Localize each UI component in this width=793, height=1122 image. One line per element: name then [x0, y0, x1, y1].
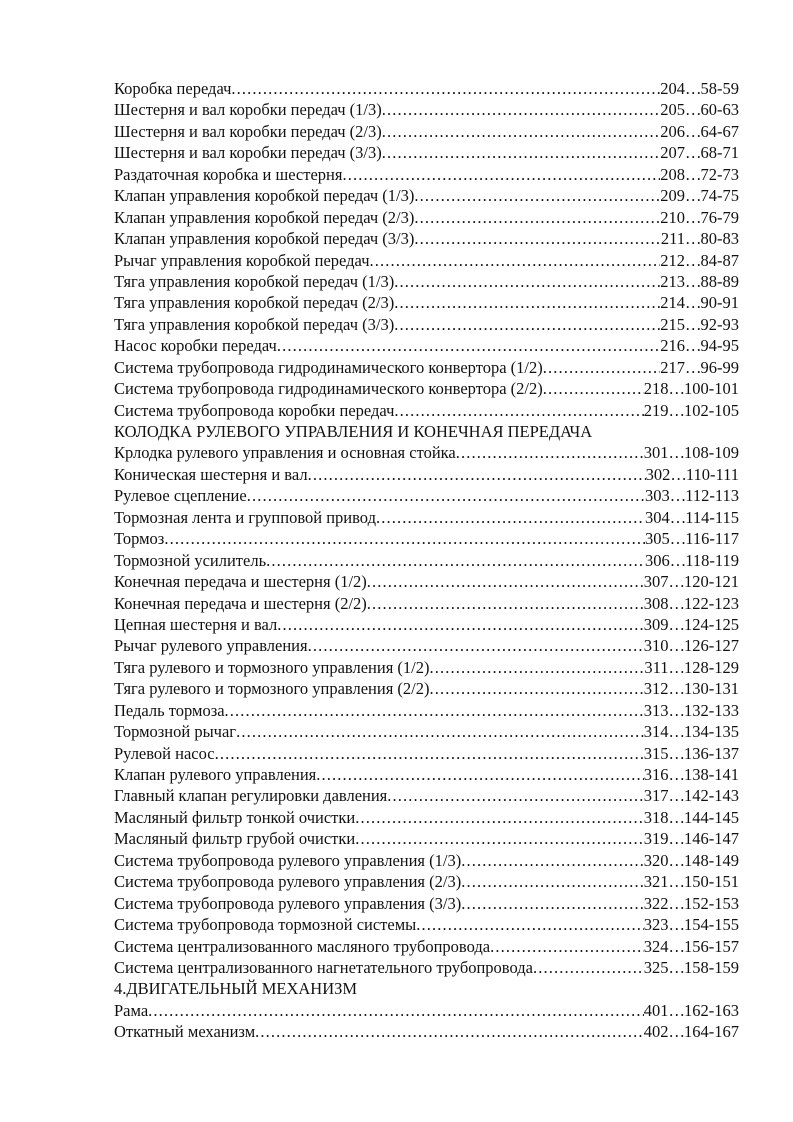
toc-entry-pages: 124-125	[684, 614, 739, 634]
dot-separator: …	[685, 100, 701, 120]
toc-entry	[114, 678, 739, 699]
dot-separator: …	[685, 357, 701, 377]
toc-entry-pages: 88-89	[700, 271, 739, 291]
dot-separator: …	[685, 293, 701, 313]
dot-leader	[461, 850, 644, 871]
toc-entry-pages: 74-75	[700, 186, 739, 206]
toc-entry-pages: 142-143	[684, 786, 739, 806]
toc-entry	[114, 292, 739, 313]
toc-entry-title: Система трубопровода тормозной системы	[114, 915, 417, 935]
dot-leader	[394, 314, 660, 335]
toc-entry-title: Шестерня и вал коробки передач (2/3)	[114, 121, 382, 141]
toc-entry	[114, 914, 739, 935]
dot-leader	[277, 614, 643, 635]
toc-entry-code: 402	[643, 1022, 669, 1042]
toc-entry-code: 317	[643, 786, 669, 806]
toc-entry	[114, 507, 739, 528]
dot-separator: …	[668, 850, 684, 870]
toc-entry-title: Клапан управления коробкой передач (1/3)	[114, 186, 415, 206]
dot-separator: …	[668, 872, 684, 892]
dot-leader	[355, 807, 644, 828]
toc-entry-title: Насос коробки передач	[114, 336, 277, 356]
toc-entry	[114, 250, 739, 271]
toc-entry-code: 217	[660, 357, 685, 377]
toc-entry-code: 213	[660, 271, 685, 291]
toc-entry-pages: 94-95	[700, 336, 739, 356]
toc-entry-title: Тяга рулевого и тормозного управления (2/2)	[114, 679, 430, 699]
dot-separator: …	[685, 143, 701, 163]
toc-entry-code: 316	[643, 765, 669, 784]
toc-entry-code: 306	[644, 550, 670, 570]
dot-separator: …	[668, 915, 684, 935]
dot-leader	[382, 142, 661, 163]
dot-leader	[231, 78, 660, 99]
dot-leader	[543, 357, 661, 378]
dot-leader	[543, 378, 644, 399]
toc-entry-code: 219	[643, 400, 669, 420]
toc-entry-code: 211	[660, 229, 685, 249]
toc-entry-title: Система трубопровода гидродинамического конвертора (1/2)	[114, 357, 543, 377]
toc-entry-code: 322	[643, 893, 669, 913]
dot-leader	[247, 485, 645, 506]
dot-separator: …	[668, 679, 684, 699]
toc-entry-pages: 96-99	[700, 357, 739, 377]
dot-leader	[255, 1021, 644, 1042]
toc-entry-title: Тормозной рычаг	[114, 722, 237, 742]
dot-leader	[148, 1000, 644, 1021]
toc-entry	[114, 121, 739, 142]
toc-entry-code: 315	[643, 743, 669, 763]
dot-separator: …	[668, 443, 684, 463]
toc-entry	[114, 528, 739, 549]
dot-separator: …	[668, 400, 684, 420]
toc-entry-pages: 162-163	[684, 1000, 739, 1020]
dot-leader	[394, 271, 660, 292]
toc-entry	[114, 1021, 739, 1042]
toc-entry	[114, 721, 739, 742]
toc-entry	[114, 99, 739, 120]
toc-entry-title: Клапан рулевого управления	[114, 765, 317, 784]
dot-leader	[355, 828, 644, 849]
dot-leader	[308, 635, 644, 656]
toc-entry-pages: 84-87	[700, 250, 739, 270]
toc-entry-code: 206	[660, 121, 685, 141]
toc-entry-pages: 146-147	[684, 829, 739, 849]
toc-entry-code: 308	[643, 593, 669, 613]
toc-entry-title: Система трубопровода рулевого управления (3/3)	[114, 893, 462, 913]
dot-separator: …	[668, 765, 684, 784]
toc-entry-title: Крлодка рулевого управления и основная стойка	[114, 443, 456, 463]
dot-separator: …	[668, 636, 684, 656]
toc-entry-pages: 116-117	[685, 529, 739, 549]
dot-separator: …	[668, 957, 684, 977]
toc-entry-pages: 144-145	[684, 807, 739, 827]
toc-entry-code: 311	[644, 657, 669, 677]
toc-entry-title: Рулевой насос	[114, 743, 215, 763]
toc-entry	[114, 78, 739, 99]
toc-entry-title: Тяга управления коробкой передач (3/3)	[114, 314, 395, 334]
toc-entry	[114, 142, 739, 163]
toc-entry	[114, 743, 739, 764]
toc-entry-pages: 68-71	[700, 143, 739, 163]
toc-entry-pages: 58-59	[700, 79, 739, 98]
toc-entry	[114, 228, 739, 249]
toc-entry-title: Шестерня и вал коробки передач (1/3)	[114, 100, 382, 120]
toc-entry	[114, 871, 739, 892]
toc-entry	[114, 614, 739, 635]
dot-leader	[367, 571, 644, 592]
toc-entry-pages: 80-83	[700, 229, 739, 249]
toc-entry-code: 323	[643, 915, 669, 935]
toc-entry	[114, 271, 739, 292]
toc-entry-title: Масляный фильтр тонкой очистки	[114, 807, 356, 827]
toc-entry-pages: 72-73	[700, 164, 739, 184]
toc-entry-title: Рычаг рулевого управления	[114, 636, 308, 656]
toc-entry-code: 319	[643, 829, 669, 849]
toc-entry-title: Цепная шестерня и вал	[114, 614, 278, 634]
toc-entry-title: Тормозной усилитель	[114, 550, 267, 570]
toc-entry-code: 401	[643, 1000, 669, 1020]
toc-entry-code: 305	[644, 529, 670, 549]
toc-entry-title: Система трубопровода рулевого управления (2/3)	[114, 872, 462, 892]
dot-leader	[164, 528, 645, 549]
toc-entry-title: Коробка передач	[114, 79, 232, 98]
dot-leader	[414, 185, 660, 206]
toc-entry-code: 313	[643, 700, 669, 720]
toc-entry-code: 207	[660, 143, 685, 163]
dot-leader	[266, 550, 645, 571]
toc-entry-title: Рулевое сцепление	[114, 486, 247, 506]
toc-entry	[114, 207, 739, 228]
dot-leader	[382, 121, 661, 142]
toc-entry-pages: 76-79	[700, 207, 739, 227]
dot-leader	[382, 99, 661, 120]
toc-entry-title: Тормозная лента и групповой привод	[114, 507, 376, 527]
toc-entry-code: 214	[660, 293, 685, 313]
dot-separator: …	[685, 336, 701, 356]
dot-leader	[277, 335, 660, 356]
dot-leader	[394, 292, 660, 313]
toc-entry	[114, 571, 739, 592]
toc-entry	[114, 764, 739, 785]
toc-entry-pages: 122-123	[684, 593, 739, 613]
toc-entry-code: 324	[643, 936, 669, 956]
dot-separator: …	[685, 121, 701, 141]
toc-entry-pages: 102-105	[684, 400, 739, 420]
toc-entry-pages: 112-113	[685, 486, 739, 506]
dot-leader	[461, 871, 644, 892]
dot-separator: …	[668, 700, 684, 720]
dot-separator: …	[668, 936, 684, 956]
toc-entry-code: 304	[644, 507, 670, 527]
dot-leader	[376, 507, 645, 528]
dot-leader	[236, 721, 644, 742]
toc-entry-title: Масляный фильтр грубой очистки	[114, 829, 356, 849]
dot-separator: …	[668, 743, 684, 763]
dot-separator: …	[668, 722, 684, 742]
toc-entry-title: Тяга управления коробкой передач (1/3)	[114, 271, 395, 291]
dot-leader	[225, 700, 644, 721]
toc-entry-pages: 132-133	[684, 700, 739, 720]
toc-entry-code: 218	[643, 379, 669, 399]
dot-separator: …	[668, 593, 684, 613]
toc-entry-pages: 60-63	[700, 100, 739, 120]
toc-entry	[114, 635, 739, 656]
toc-entry-pages: 130-131	[684, 679, 739, 699]
dot-separator: …	[668, 1022, 684, 1042]
toc-entry	[114, 378, 739, 399]
toc-entry-title: Рычаг управления коробкой передач	[114, 250, 370, 270]
toc-entry-title: Тормоз	[114, 529, 165, 549]
toc-entry-pages: 114-115	[685, 507, 739, 527]
toc-entry-pages: 138-141	[684, 765, 739, 784]
toc-entry-title: Конечная передача и шестерня (1/2)	[114, 572, 367, 592]
dot-separator: …	[670, 464, 686, 484]
toc-entry-code: 215	[660, 314, 685, 334]
dot-leader	[414, 207, 660, 228]
toc-entry-pages: 154-155	[684, 915, 739, 935]
toc-entry-title: Клапан управления коробкой передач (2/3)	[114, 207, 415, 227]
dot-leader	[429, 657, 644, 678]
toc-entry	[114, 700, 739, 721]
toc-entry-code: 321	[643, 872, 669, 892]
toc-entry-title: Система трубопровода рулевого управления (1/3)	[114, 850, 462, 870]
toc-entry	[114, 314, 739, 335]
toc-entry-title: Рама	[114, 1000, 149, 1020]
dot-leader	[370, 250, 661, 271]
toc-entry	[114, 893, 739, 914]
toc-entry-title: Тяга рулевого и тормозного управления (1/2)	[114, 657, 430, 677]
toc-entry	[114, 593, 739, 614]
toc-entry-pages: 148-149	[684, 850, 739, 870]
toc-entry-pages: 136-137	[684, 743, 739, 763]
dot-leader	[461, 893, 644, 914]
toc-entry-pages: 158-159	[684, 957, 739, 977]
dot-separator: …	[685, 314, 701, 334]
dot-separator: …	[668, 1000, 684, 1020]
toc-entry-title: Конечная передача и шестерня (2/2)	[114, 593, 367, 613]
toc-entry-pages: 100-101	[684, 379, 739, 399]
dot-leader	[416, 914, 644, 935]
toc-entry	[114, 464, 739, 485]
dot-leader	[342, 164, 660, 185]
toc-entry-pages: 126-127	[684, 636, 739, 656]
toc-entry-title: Клапан управления коробкой передач (3/3)	[114, 229, 415, 249]
section-heading: КОЛОДКА РУЛЕВОГО УПРАВЛЕНИЯ И КОНЕЧНАЯ ПЕРЕДАЧА	[114, 422, 593, 441]
toc-entry-pages: 134-135	[684, 722, 739, 742]
toc-entry-code: 204	[660, 79, 685, 98]
dot-leader	[387, 785, 643, 806]
section-heading: 4.ДВИГАТЕЛЬНЫЙ МЕХАНИЗМ	[114, 979, 358, 999]
toc-entry	[114, 850, 739, 871]
toc-entry-pages: 120-121	[684, 572, 739, 592]
dot-separator: …	[668, 614, 684, 634]
toc-entry	[114, 657, 739, 678]
dot-separator: …	[685, 207, 701, 227]
toc-entry-code: 312	[643, 679, 669, 699]
toc-entry-title: Система трубопровода гидродинамического конвертора (2/2)	[114, 379, 543, 399]
dot-separator: …	[669, 529, 686, 549]
toc-entry-pages: 110-111	[685, 464, 739, 484]
toc-entry	[114, 357, 739, 378]
dot-separator: …	[685, 250, 701, 270]
toc-entry-pages: 64-67	[700, 121, 739, 141]
toc-entry-code: 212	[660, 250, 685, 270]
toc-entry-code: 325	[643, 957, 669, 977]
dot-separator: …	[668, 893, 684, 913]
toc-entry-title: Раздаточная коробка и шестерня	[114, 164, 343, 184]
dot-separator: …	[685, 186, 701, 206]
dot-separator: …	[685, 271, 701, 291]
dot-separator: …	[669, 550, 686, 570]
toc-entry-title: Откатный механизм	[114, 1022, 256, 1042]
toc-entry	[114, 164, 739, 185]
toc-entry-code: 320	[643, 850, 669, 870]
toc-entry	[114, 485, 739, 506]
dot-separator: …	[668, 379, 684, 399]
dot-leader	[490, 936, 644, 957]
dot-leader	[456, 442, 644, 463]
toc-entry	[114, 185, 739, 206]
toc-entry-code: 309	[643, 614, 669, 634]
toc-entry-code: 301	[643, 443, 669, 463]
toc-entry-code: 208	[660, 164, 685, 184]
dot-separator: …	[669, 507, 686, 527]
toc-entry-title: Педаль тормоза	[114, 700, 225, 720]
toc-entry-pages: 118-119	[685, 550, 739, 570]
dot-leader	[394, 400, 643, 421]
toc-entry	[114, 550, 739, 571]
dot-leader	[316, 764, 643, 785]
toc-entry-code: 210	[660, 207, 685, 227]
toc-entry-code: 307	[643, 572, 669, 592]
dot-separator: …	[668, 786, 684, 806]
dot-separator: …	[685, 229, 701, 249]
toc-entry-pages: 164-167	[684, 1022, 739, 1042]
toc-entry-title: Тяга управления коробкой передач (2/3)	[114, 293, 395, 313]
dot-separator: …	[685, 79, 701, 98]
toc-entry-code: 209	[660, 186, 685, 206]
toc-entry	[114, 400, 739, 421]
toc-entry-code: 314	[643, 722, 669, 742]
dot-separator: …	[668, 657, 684, 677]
toc-entry-pages: 92-93	[700, 314, 739, 334]
toc-entry-title: Коническая шестерня и вал	[114, 464, 308, 484]
toc-entry	[114, 957, 739, 978]
toc-entry	[114, 1000, 739, 1021]
toc-entry-title: Шестерня и вал коробки передач (3/3)	[114, 143, 382, 163]
toc-entry	[114, 807, 739, 828]
dot-separator: …	[668, 829, 684, 849]
dot-leader	[414, 228, 660, 249]
dot-separator: …	[669, 486, 686, 506]
toc-entry	[114, 828, 739, 849]
toc-entry-code: 310	[643, 636, 669, 656]
toc-entry-pages: 108-109	[684, 443, 739, 463]
toc-entry-title: Система трубопровода коробки передач	[114, 400, 395, 420]
dot-separator: …	[668, 572, 684, 592]
dot-leader	[533, 957, 644, 978]
dot-leader	[429, 678, 643, 699]
dot-separator: …	[685, 164, 701, 184]
toc-entry-code: 303	[644, 486, 670, 506]
toc-entry-pages: 128-129	[684, 657, 739, 677]
dot-separator: …	[668, 807, 684, 827]
dot-leader	[308, 464, 646, 485]
toc-entry-pages: 90-91	[700, 293, 739, 313]
toc-entry-code: 318	[643, 807, 669, 827]
toc-entry	[114, 936, 739, 957]
toc-entry-pages: 150-151	[684, 872, 739, 892]
dot-leader	[367, 593, 644, 614]
toc-entry-code: 205	[660, 100, 685, 120]
toc-entry-pages: 152-153	[684, 893, 739, 913]
toc-entry-title: Главный клапан регулировки давления	[114, 786, 388, 806]
toc-entry-code: 216	[660, 336, 685, 356]
dot-leader	[215, 743, 644, 764]
toc-entry	[114, 335, 739, 356]
toc-entry-title: Система централизованного масляного трубопровода	[114, 936, 491, 956]
toc-entry	[114, 785, 739, 806]
toc-entry	[114, 442, 739, 463]
table-of-contents	[114, 78, 739, 1043]
toc-entry-pages: 156-157	[684, 936, 739, 956]
toc-entry-code: 302	[645, 464, 671, 484]
toc-entry-title: Система централизованного нагнетательного трубопровода	[114, 957, 533, 977]
